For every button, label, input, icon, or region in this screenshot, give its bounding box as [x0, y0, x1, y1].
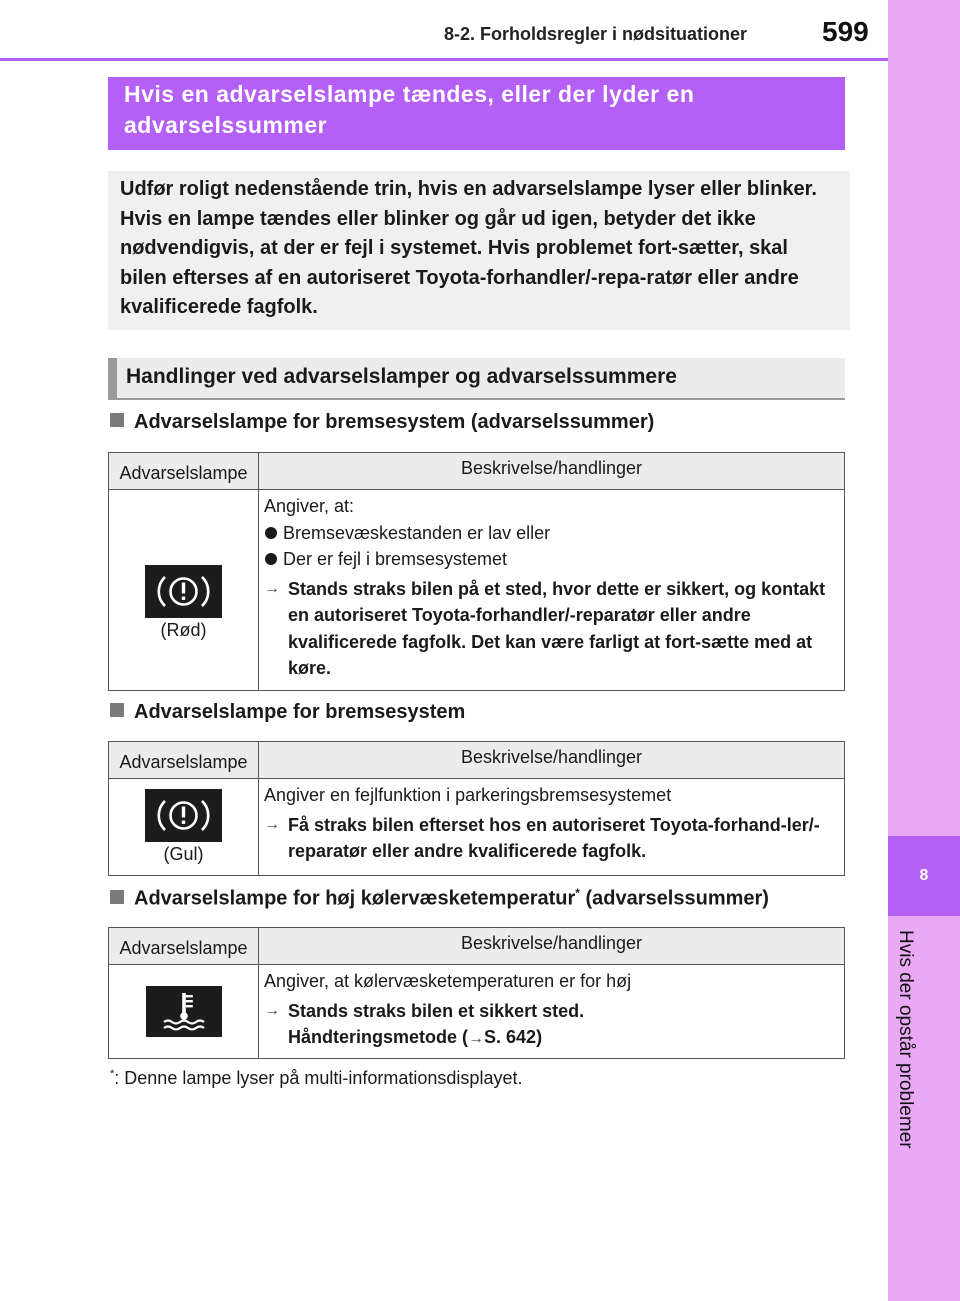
table-cell-lamp [109, 965, 259, 1059]
footnote-marker: * [575, 886, 580, 900]
brake-warning-icon [145, 789, 222, 842]
action-line-1: Stands straks bilen et sikkert sted. [288, 1000, 585, 1021]
section-title: 8-2. Forholdsregler i nødsituationer [444, 24, 748, 44]
parking-brake-table [108, 741, 845, 876]
header-divider [0, 58, 888, 61]
chapter-title-vertical [892, 930, 916, 1230]
action-instruction: → Stands straks bilen et sikkert sted. Håndteringsmetode (→S. 642) [264, 998, 838, 1053]
coolant-temperature-icon [146, 986, 222, 1037]
table-cell-description [259, 965, 845, 1059]
table-header-lamp: Advarselslampe [109, 453, 259, 490]
arrow-right-icon: → [264, 579, 280, 597]
table-header-description: Beskrivelse/handlinger [259, 928, 845, 965]
page-title-box: Hvis en advarselslampe tændes, eller der lyder en advarselssummer [108, 77, 845, 150]
description-intro: Angiver en fejlfunktion i parkeringsbremsesystemet [264, 785, 672, 805]
table-cell-description [259, 779, 845, 876]
square-bullet-icon [110, 703, 124, 717]
table-header-description: Beskrivelse/handlinger [259, 742, 845, 779]
subheading-brake-warning-buzzer: Advarselslampe for bremsesystem (advarselssummer) [110, 411, 654, 434]
brake-warning-table [108, 452, 845, 691]
lamp-color-label: (Rød) [160, 620, 207, 640]
square-bullet-icon [110, 890, 124, 904]
description-intro: Angiver, at: [264, 496, 355, 516]
page-number: 599 [822, 16, 869, 47]
brake-warning-icon [145, 565, 222, 618]
square-bullet-icon [110, 413, 124, 427]
table-header-lamp: Advarselslampe [109, 928, 259, 965]
intro-paragraph: Udfør roligt nedenstående trin, hvis en advarselslampe lyser eller blinker. Hvis en lampe tændes eller blinker og går ud igen, betyder det ikke nødvendigvis, at der er fejl i systemet. Hvis problemet fort-sætter, skal bilen efterses af en autoriseret Toyota-forhandler/-repa-ratør eller andre kvalificerede fagfolk. [108, 171, 850, 330]
table-header-description: Beskrivelse/handlinger [259, 453, 845, 490]
arrow-right-icon: → [468, 1030, 485, 1047]
table-cell-lamp [109, 779, 259, 876]
bullet-dot-icon [265, 527, 277, 539]
bullet-item: Der er fejl i bremsesystemet [264, 546, 838, 573]
bullet-item: Bremsevæskestanden er lav eller [264, 520, 838, 547]
section-heading: Handlinger ved advarselslamper og advarselssummere [108, 358, 845, 400]
action-instruction: → Få straks bilen efterset hos en autoriseret Toyota-forhand-ler/-reparatør eller andre kvalificerede fagfolk. [264, 812, 838, 865]
chapter-number-tab[interactable]: 8 [888, 836, 960, 916]
arrow-right-icon: → [264, 815, 280, 833]
action-instruction: → Stands straks bilen på et sted, hvor dette er sikkert, og kontakt en autoriseret Toyota-forhandler/-reparatør eller andre kvalificerede fagfolk. Det kan være farligt at fort-sætte med at køre. [264, 576, 838, 682]
bullet-dot-icon [265, 553, 277, 565]
lamp-color-label: (Gul) [163, 844, 204, 864]
chapter-title-label: Hvis der opstår problemer [895, 930, 916, 1149]
footnote: *: Denne lampe lyser på multi-informationsdisplayet. [110, 1068, 523, 1088]
page-reference-link[interactable]: S. 642 [484, 1027, 537, 1047]
coolant-temperature-table [108, 927, 845, 1059]
subheading-coolant-temperature: Advarselslampe for høj kølervæsketemperatur* (advarselssummer) [110, 886, 769, 911]
table-cell-description [259, 490, 845, 691]
arrow-right-icon: → [264, 1001, 280, 1019]
table-cell-lamp [109, 490, 259, 691]
footnote-marker: * [110, 1068, 115, 1080]
subheading-brake-warning: Advarselslampe for bremsesystem [110, 701, 465, 724]
table-header-lamp: Advarselslampe [109, 742, 259, 779]
description-intro: Angiver, at kølervæsketemperaturen er for høj [264, 971, 632, 991]
